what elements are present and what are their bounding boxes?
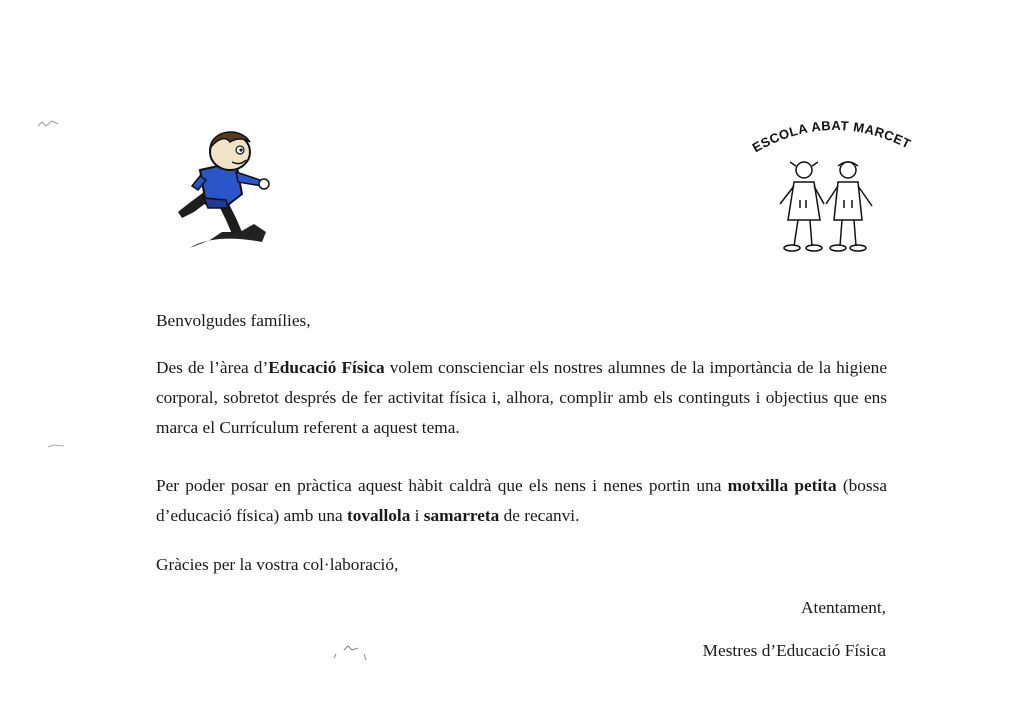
para2-text-4: de recanvi. [499,506,580,525]
letter-thanks: Gràcies per la vostra col·laboració, [156,555,399,574]
para2-text-2: (bossa d’educació física) amb una [156,476,887,525]
letter-paragraph-1 [156,353,887,443]
para2-text-1: Per poder posar en pràctica aquest hàbit caldrà que els nens i nenes portin una [156,476,728,495]
para2-bold-tshirt: samarreta [423,506,500,525]
letter-paragraph-2 [156,471,887,531]
scan-speck [36,118,60,130]
scan-speck [46,442,66,450]
para1-text-1: Des de l’àrea d’ [156,358,269,377]
school-logo [742,108,920,266]
para2-bold-backpack: motxilla petita [727,476,837,495]
para2-text-3: i [410,506,424,525]
scan-speck [330,640,370,664]
letter-signature: Mestres d’Educació Física [702,641,886,660]
letter-greeting: Benvolgudes famílies, [156,311,311,330]
para2-bold-towel: tovallola [346,506,411,525]
two-children-drawing [780,162,872,251]
running-boy-illustration [170,120,280,260]
school-name: ESCOLA ABAT MARCET [749,117,914,156]
letter-closing: Atentament, [801,598,886,617]
para1-bold-subject: Educació Física [268,358,385,377]
para1-text-2: volem conscienciar els nostres alumnes de la importància de la higiene corporal, sobretot després de fer activitat física i, alhora, complir amb els continguts i objectius que ens marca el Currículum referent a aquest tema. [156,358,887,437]
